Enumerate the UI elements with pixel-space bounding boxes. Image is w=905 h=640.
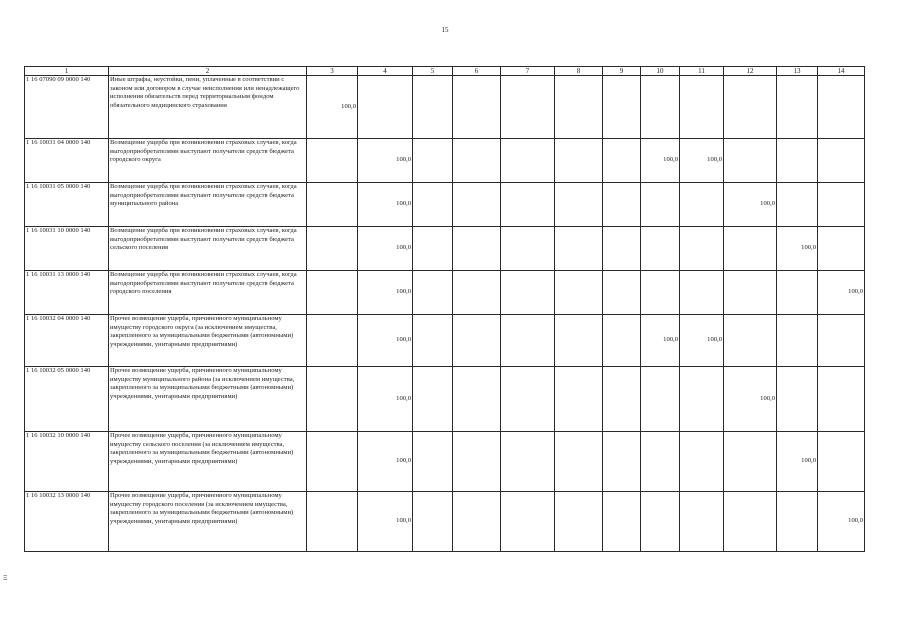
- value-cell: [641, 367, 680, 432]
- value-cell: [555, 271, 603, 315]
- value-cell: [501, 315, 555, 367]
- value-cell: [413, 227, 453, 271]
- value-cell: [453, 227, 501, 271]
- column-number: 2: [109, 67, 307, 76]
- value-cell: [555, 367, 603, 432]
- revenue-name-cell: Возмещение ущерба при возникновении страховых случаев, когда выгодоприобретателями выступают получатели средств бюджета сельского поселения: [109, 227, 307, 271]
- value-cell: [501, 492, 555, 552]
- value-cell: [501, 432, 555, 492]
- value-cell: [453, 367, 501, 432]
- value-cell: 100,0: [358, 183, 413, 227]
- table-row: [25, 139, 865, 183]
- table-row: [25, 492, 865, 552]
- revenue-name-cell: Прочее возмещение ущерба, причиненного муниципальному имуществу городского поселения (за исключением имущества, закрепленного за муниципальными бюджетными (автономными) учреждениями, унитарными предприятиями): [109, 492, 307, 552]
- value-cell: [777, 367, 818, 432]
- value-cell: 100,0: [818, 271, 865, 315]
- value-cell: [501, 271, 555, 315]
- value-cell: [453, 183, 501, 227]
- value-cell: [413, 315, 453, 367]
- value-cell: [453, 315, 501, 367]
- value-cell: [818, 227, 865, 271]
- value-cell: [501, 227, 555, 271]
- value-cell: [641, 227, 680, 271]
- value-cell: [555, 492, 603, 552]
- value-cell: [413, 271, 453, 315]
- value-cell: [603, 227, 641, 271]
- column-number: 4: [358, 67, 413, 76]
- column-number: 14: [818, 67, 865, 76]
- value-cell: 100,0: [724, 183, 777, 227]
- value-cell: [641, 76, 680, 139]
- value-cell: [777, 271, 818, 315]
- value-cell: 100,0: [641, 139, 680, 183]
- value-cell: [453, 432, 501, 492]
- revenue-name-cell: Прочее возмещение ущерба, причиненного муниципальному имуществу сельского поселения (за исключением имущества, закрепленного за муниципальными бюджетными (автономными) учреждениями, унитарными предприятиями): [109, 432, 307, 492]
- value-cell: [724, 271, 777, 315]
- column-number: 1: [25, 67, 109, 76]
- column-number: 6: [453, 67, 501, 76]
- value-cell: [724, 315, 777, 367]
- value-cell: [603, 183, 641, 227]
- column-number: 12: [724, 67, 777, 76]
- revenue-name-cell: Прочее возмещение ущерба, причиненного муниципальному имуществу городского округа (за исключением имущества, закрепленного за муниципальными бюджетными (автономными) учреждениями, унитарными предприятиями): [109, 315, 307, 367]
- value-cell: [603, 271, 641, 315]
- table-row: [25, 367, 865, 432]
- column-number: 9: [603, 67, 641, 76]
- value-cell: [818, 432, 865, 492]
- value-cell: [555, 315, 603, 367]
- value-cell: 100,0: [680, 139, 724, 183]
- column-number: 8: [555, 67, 603, 76]
- value-cell: [724, 492, 777, 552]
- budget-code-cell: 1 16 10031 05 0000 140: [25, 183, 109, 227]
- value-cell: [680, 227, 724, 271]
- table-row: [25, 183, 865, 227]
- value-cell: [641, 432, 680, 492]
- revenue-name-cell: Прочее возмещение ущерба, причиненного муниципальному имуществу муниципального района (за исключением имущества, закрепленного за муниципальными бюджетными (автономными) учреждениями, унитарными предприятиями): [109, 367, 307, 432]
- value-cell: [501, 367, 555, 432]
- value-cell: [358, 76, 413, 139]
- value-cell: [555, 183, 603, 227]
- value-cell: [777, 76, 818, 139]
- value-cell: [413, 183, 453, 227]
- value-cell: [453, 139, 501, 183]
- revenue-name-cell: Иные штрафы, неустойки, пени, уплаченные в соответствии с законом или договором в случае неисполнения или ненадлежащего исполнения обязательств перед территориальным фондом обязательного медицинского страхования: [109, 76, 307, 139]
- table-row: [25, 271, 865, 315]
- value-cell: 100,0: [680, 315, 724, 367]
- value-cell: [501, 183, 555, 227]
- column-number: 11: [680, 67, 724, 76]
- budget-code-cell: 1 16 10031 04 0000 140: [25, 139, 109, 183]
- column-number: 10: [641, 67, 680, 76]
- value-cell: [680, 271, 724, 315]
- value-cell: [603, 76, 641, 139]
- value-cell: [555, 139, 603, 183]
- value-cell: [453, 492, 501, 552]
- value-cell: [413, 492, 453, 552]
- edge-mark: Ξ: [3, 574, 8, 582]
- value-cell: [724, 432, 777, 492]
- value-cell: [818, 183, 865, 227]
- value-cell: [413, 432, 453, 492]
- value-cell: [777, 315, 818, 367]
- value-cell: [641, 271, 680, 315]
- budget-code-cell: 1 16 10031 13 0000 140: [25, 271, 109, 315]
- value-cell: [603, 492, 641, 552]
- value-cell: [818, 76, 865, 139]
- value-cell: [307, 492, 358, 552]
- value-cell: 100,0: [358, 492, 413, 552]
- value-cell: [724, 76, 777, 139]
- value-cell: [818, 367, 865, 432]
- revenue-name-cell: Возмещение ущерба при возникновении страховых случаев, когда выгодоприобретателями выступают получатели средств бюджета муниципального района: [109, 183, 307, 227]
- value-cell: 100,0: [358, 139, 413, 183]
- value-cell: [680, 492, 724, 552]
- value-cell: [680, 432, 724, 492]
- column-number: 13: [777, 67, 818, 76]
- table-row: [25, 432, 865, 492]
- value-cell: [501, 139, 555, 183]
- value-cell: [307, 183, 358, 227]
- budget-code-cell: 1 16 07090 09 0000 140: [25, 76, 109, 139]
- value-cell: [641, 183, 680, 227]
- value-cell: 100,0: [777, 227, 818, 271]
- value-cell: [680, 367, 724, 432]
- budget-code-cell: 1 16 10031 10 0000 140: [25, 227, 109, 271]
- value-cell: [603, 315, 641, 367]
- budget-code-cell: 1 16 10032 04 0000 140: [25, 315, 109, 367]
- budget-code-cell: 1 16 10032 13 0000 140: [25, 492, 109, 552]
- value-cell: [818, 139, 865, 183]
- value-cell: [777, 492, 818, 552]
- revenue-name-cell: Возмещение ущерба при возникновении страховых случаев, когда выгодоприобретателями выступают получатели средств бюджета городского округа: [109, 139, 307, 183]
- column-number-row: [25, 67, 865, 76]
- value-cell: [603, 432, 641, 492]
- budget-code-cell: 1 16 10032 05 0000 140: [25, 367, 109, 432]
- value-cell: [555, 432, 603, 492]
- revenue-table: [24, 66, 865, 552]
- value-cell: 100,0: [777, 432, 818, 492]
- column-number: 5: [413, 67, 453, 76]
- value-cell: [641, 492, 680, 552]
- value-cell: [413, 367, 453, 432]
- table-row: [25, 76, 865, 139]
- value-cell: [307, 227, 358, 271]
- table-row: [25, 227, 865, 271]
- value-cell: 100,0: [818, 492, 865, 552]
- value-cell: 100,0: [358, 432, 413, 492]
- value-cell: 100,0: [358, 315, 413, 367]
- value-cell: [603, 367, 641, 432]
- table-body: [25, 76, 865, 552]
- value-cell: [724, 139, 777, 183]
- value-cell: [413, 76, 453, 139]
- value-cell: 100,0: [307, 76, 358, 139]
- column-number: 3: [307, 67, 358, 76]
- value-cell: [818, 315, 865, 367]
- value-cell: [307, 432, 358, 492]
- budget-code-cell: 1 16 10032 10 0000 140: [25, 432, 109, 492]
- value-cell: [453, 76, 501, 139]
- value-cell: [680, 76, 724, 139]
- revenue-name-cell: Возмещение ущерба при возникновении страховых случаев, когда выгодоприобретателями выступают получатели средств бюджета городского поселения: [109, 271, 307, 315]
- value-cell: [307, 367, 358, 432]
- value-cell: 100,0: [724, 367, 777, 432]
- value-cell: [307, 271, 358, 315]
- value-cell: [777, 139, 818, 183]
- value-cell: [501, 76, 555, 139]
- value-cell: 100,0: [358, 367, 413, 432]
- value-cell: [724, 227, 777, 271]
- value-cell: [307, 315, 358, 367]
- value-cell: [555, 227, 603, 271]
- value-cell: [777, 183, 818, 227]
- page-number: 15: [441, 26, 449, 34]
- value-cell: 100,0: [358, 271, 413, 315]
- value-cell: 100,0: [641, 315, 680, 367]
- value-cell: [603, 139, 641, 183]
- value-cell: 100,0: [358, 227, 413, 271]
- value-cell: [453, 271, 501, 315]
- value-cell: [680, 183, 724, 227]
- table-row: [25, 315, 865, 367]
- value-cell: [307, 139, 358, 183]
- value-cell: [555, 76, 603, 139]
- column-number: 7: [501, 67, 555, 76]
- value-cell: [413, 139, 453, 183]
